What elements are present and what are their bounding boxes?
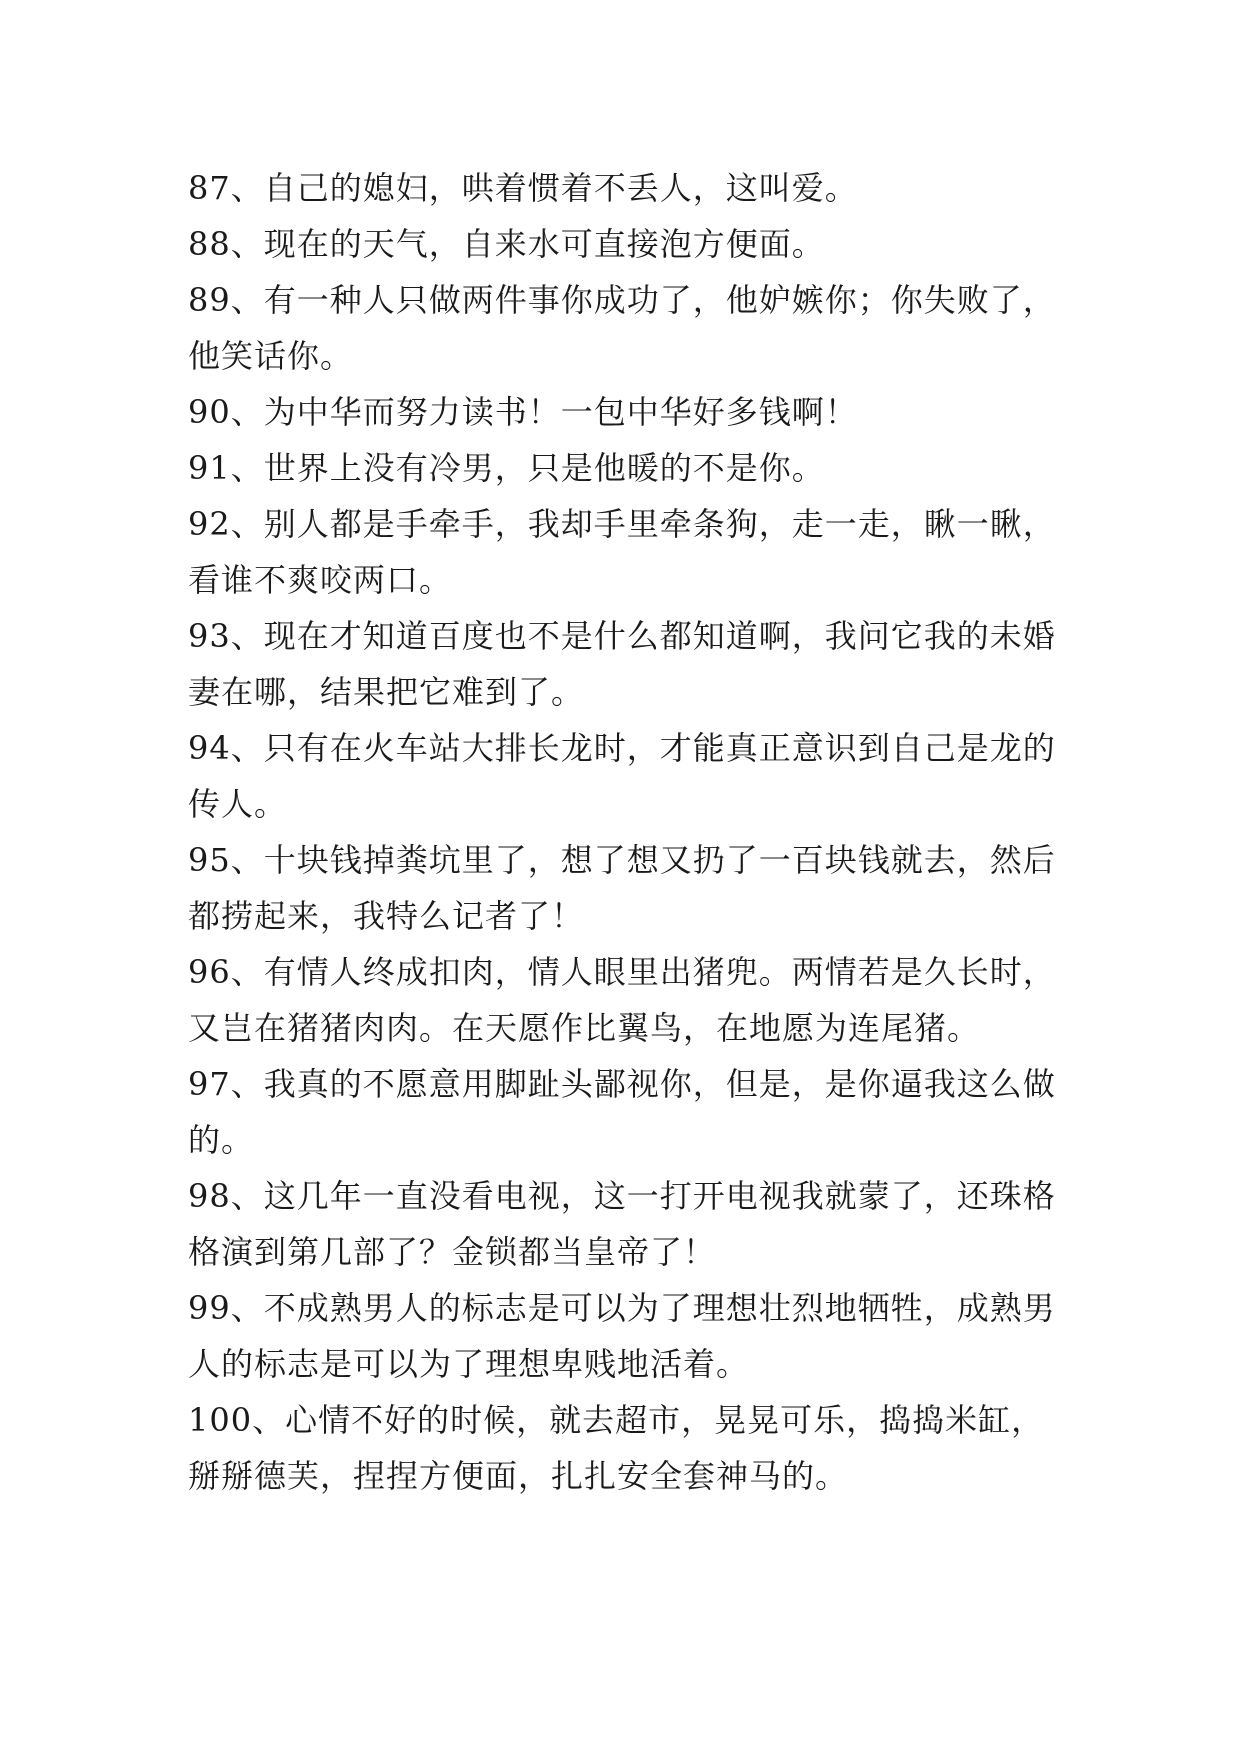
text-line: 90、为中华而努力读书！一包中华好多钱啊！ (188, 393, 858, 431)
text-line: 掰掰德芙，捏捏方便面，扎扎安全套神马的。 (188, 1457, 849, 1495)
text-line: 99、不成熟男人的标志是可以为了理想壮烈地牺牲，成熟男 (188, 1289, 1056, 1327)
text-line: 人的标志是可以为了理想卑贱地活着。 (188, 1345, 750, 1383)
text-line: 88、现在的天气，自来水可直接泡方便面。 (188, 225, 825, 263)
text-line: 看谁不爽咬两口。 (188, 561, 453, 599)
text-line: 97、我真的不愿意用脚趾头鄙视你，但是，是你逼我这么做 (188, 1065, 1056, 1103)
text-line: 94、只有在火车站大排长龙时，才能真正意识到自己是龙的 (188, 729, 1056, 767)
text-line: 92、别人都是手牵手，我却手里牵条狗，走一走，瞅一瞅， (188, 505, 1056, 543)
text-line: 91、世界上没有冷男，只是他暖的不是你。 (188, 449, 825, 487)
text-line: 他笑话你。 (188, 337, 354, 375)
text-line: 95、十块钱掉粪坑里了，想了想又扔了一百块钱就去，然后 (188, 841, 1056, 879)
text-line: 98、这几年一直没看电视，这一打开电视我就蒙了，还珠格 (188, 1177, 1056, 1215)
text-line: 93、现在才知道百度也不是什么都知道啊，我问它我的未婚 (188, 617, 1056, 655)
text-line: 89、有一种人只做两件事你成功了，他妒嫉你；你失败了， (188, 281, 1056, 319)
text-line: 100、心情不好的时候，就去超市，晃晃可乐，捣捣米缸， (188, 1401, 1045, 1439)
text-line: 96、有情人终成扣肉，情人眼里出猪兜。两情若是久长时， (188, 953, 1056, 991)
text-line: 妻在哪，结果把它难到了。 (188, 673, 585, 711)
text-line: 的。 (188, 1121, 255, 1159)
text-line: 又岂在猪猪肉肉。在天愿作比翼鸟，在地愿为连尾猪。 (188, 1009, 981, 1047)
text-line: 格演到第几部了？金锁都当皇帝了！ (188, 1233, 717, 1271)
text-line: 传人。 (188, 785, 288, 823)
document-body (188, 160, 1068, 1504)
text-line: 87、自己的媳妇，哄着惯着不丢人，这叫爱。 (188, 169, 858, 207)
text-line: 都捞起来，我特么记者了！ (188, 897, 585, 935)
